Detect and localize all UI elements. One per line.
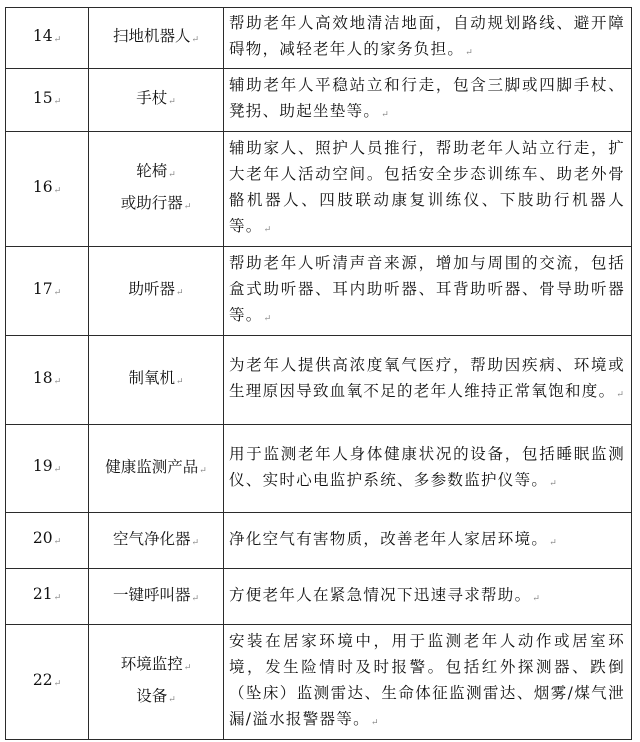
product-name-line: 环境监控: [120, 655, 183, 673]
paragraph-mark-icon: ↵: [549, 537, 557, 548]
product-table: [5, 7, 632, 740]
product-description: 用于监测老年人身体健康状况的设备，包括睡眠监测仪、实时心电监护系统、多参数监护仪等。: [229, 444, 625, 489]
product-description-cell: [224, 132, 632, 247]
paragraph-mark-icon: ↵: [370, 718, 379, 728]
product-description-cell: [224, 8, 632, 69]
product-description: 帮助老年人高效地清洁地面，自动规划路线、避开障碍物，减轻老年人的家务负担。: [229, 14, 625, 58]
product-name-cell: [89, 569, 224, 625]
product-name-cell: [89, 8, 224, 69]
product-description-cell: [224, 247, 632, 336]
product-description-cell: [224, 336, 632, 425]
paragraph-mark-icon: ↵: [191, 35, 200, 45]
paragraph-mark-icon: ↵: [175, 288, 184, 298]
paragraph-mark-icon: ↵: [549, 478, 557, 489]
product-description: 辅助家人、照护人员推行，帮助老年人站立行走，扩大老年人活动空间。包括安全步态训练车、助老外骨骼机器人、四肢联动康复训练仪、下肢助行机器人等。: [229, 139, 625, 235]
product-table-body: [6, 8, 632, 740]
row-number-cell: [6, 247, 89, 336]
paragraph-mark-icon: ↵: [53, 185, 62, 196]
table-row: [6, 569, 632, 625]
product-name-cell: [89, 247, 224, 336]
product-description-cell: [224, 513, 632, 569]
product-description-cell: [224, 625, 632, 740]
row-number-cell: [6, 132, 89, 247]
product-name-line: 制氧机: [128, 369, 175, 387]
paragraph-mark-icon: ↵: [168, 97, 176, 107]
product-name-line: 空气净化器: [112, 529, 191, 548]
paragraph-mark-icon: ↵: [53, 287, 62, 298]
paragraph-mark-icon: ↵: [53, 96, 62, 107]
row-number: 14: [32, 26, 53, 45]
row-number-cell: [6, 513, 89, 569]
row-number: 16: [32, 177, 53, 196]
row-number-cell: [6, 569, 89, 625]
row-number: 15: [32, 88, 53, 107]
table-row: [6, 132, 632, 247]
product-description: 方便老年人在紧急情况下迅速寻求帮助。: [229, 585, 532, 604]
product-name-cell: [89, 69, 224, 132]
paragraph-mark-icon: ↵: [53, 678, 62, 689]
paragraph-mark-icon: ↵: [53, 34, 62, 45]
paragraph-mark-icon: ↵: [53, 537, 62, 547]
paragraph-mark-icon: ↵: [381, 110, 389, 120]
paragraph-mark-icon: ↵: [175, 377, 184, 387]
product-name-line: 扫地机器人: [112, 27, 191, 45]
product-description-cell: [224, 425, 632, 513]
row-number-cell: [6, 425, 89, 513]
paragraph-mark-icon: ↵: [168, 170, 176, 180]
product-description: 安装在居家环境中，用于监测老年人动作或居室环境，发生险情时及时报警。包括红外探测器、跌倒（坠床）监测雷达、生命体征监测雷达、烟雾/煤气泄漏/溢水报警器等。: [229, 632, 625, 728]
product-name-cell: [89, 625, 224, 740]
product-description: 帮助老年人听清声音来源，增加与周围的交流，包括盒式助听器、耳内助听器、耳背助听器、骨导助听器等。: [229, 254, 625, 324]
row-number: 19: [32, 457, 53, 475]
table-row: [6, 625, 632, 740]
product-name-line: 轮椅: [136, 162, 168, 180]
row-number-cell: [6, 69, 89, 132]
product-description: 净化空气有害物质，改善老年人家居环境。: [229, 529, 549, 548]
paragraph-mark-icon: ↵: [465, 48, 473, 58]
row-number: 18: [32, 368, 53, 387]
paragraph-mark-icon: ↵: [53, 593, 62, 603]
paragraph-mark-icon: ↵: [53, 376, 62, 387]
row-number: 17: [32, 279, 53, 298]
paragraph-mark-icon: ↵: [183, 663, 192, 673]
product-name-line: 手杖: [136, 89, 168, 107]
product-name-cell: [89, 336, 224, 425]
table-row: [6, 8, 632, 69]
product-name-line: 设备: [136, 687, 168, 705]
product-description: 为老年人提供高浓度氧气医疗，帮助因疾病、环境或生理原因导致血氧不足的老年人维持正常氧饱和度。: [229, 356, 625, 400]
paragraph-mark-icon: ↵: [183, 202, 192, 212]
paragraph-mark-icon: ↵: [263, 225, 272, 235]
table-row: [6, 336, 632, 425]
row-number: 21: [32, 585, 53, 603]
paragraph-mark-icon: ↵: [53, 465, 62, 475]
paragraph-mark-icon: ↵: [263, 314, 272, 324]
product-name-line: 或助行器: [120, 194, 183, 212]
table-row: [6, 69, 632, 132]
paragraph-mark-icon: ↵: [616, 390, 624, 400]
paragraph-mark-icon: ↵: [191, 593, 200, 604]
product-name-cell: [89, 513, 224, 569]
row-number: 20: [32, 529, 53, 547]
row-number: 22: [32, 670, 53, 689]
product-name-cell: [89, 425, 224, 513]
row-number-cell: [6, 336, 89, 425]
table-row: [6, 513, 632, 569]
product-description: 辅助老年人平稳站立和行走，包含三脚或四脚手杖、凳拐、助起坐垫等。: [229, 76, 625, 120]
paragraph-mark-icon: ↵: [168, 695, 176, 705]
product-name-line: 健康监测产品: [105, 457, 199, 476]
product-name-cell: [89, 132, 224, 247]
paragraph-mark-icon: ↵: [532, 593, 540, 604]
row-number-cell: [6, 625, 89, 740]
row-number-cell: [6, 8, 89, 69]
product-name-line: 助听器: [128, 280, 175, 298]
paragraph-mark-icon: ↵: [199, 465, 207, 476]
paragraph-mark-icon: ↵: [191, 537, 200, 548]
table-row: [6, 247, 632, 336]
product-description-cell: [224, 69, 632, 132]
product-name-line: 一键呼叫器: [112, 585, 191, 604]
product-description-cell: [224, 569, 632, 625]
table-row: [6, 425, 632, 513]
